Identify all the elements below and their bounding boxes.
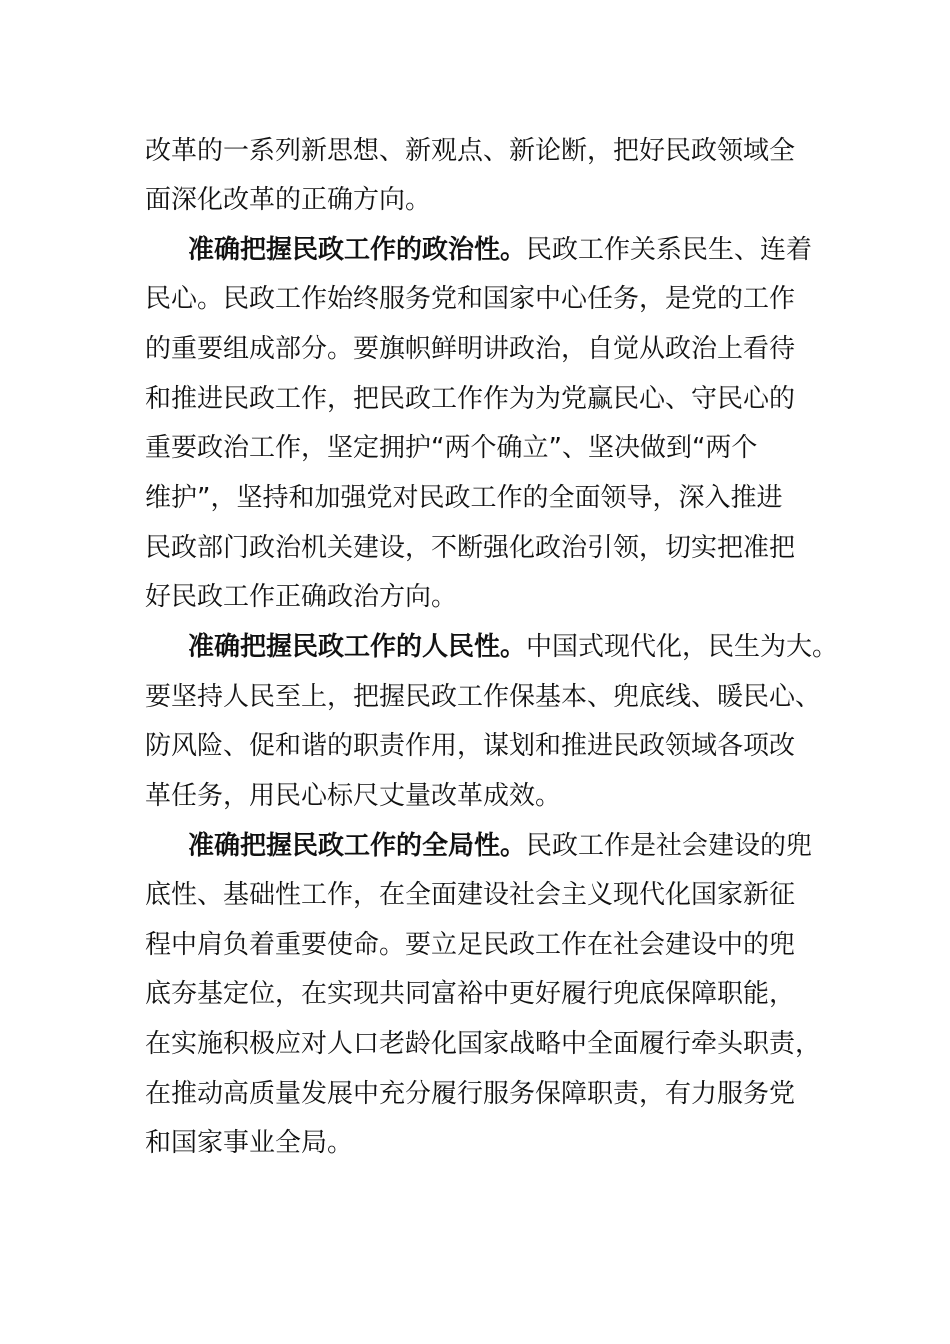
paragraph-politics-first-line (188, 230, 812, 270)
text-line: 改革的一系列新思想、新观点、新论断，把好民政领域全 (145, 136, 796, 166)
text-line: 革任务，用民心标尺丈量改革成效。 (145, 781, 562, 811)
paragraph-overall-first-line (188, 826, 812, 866)
paragraph-text: 民政工作是社会建设的兜 (526, 831, 813, 861)
text-line: 底性、基础性工作，在全面建设社会主义现代化国家新征 (145, 880, 796, 910)
text-line: 好民政工作正确政治方向。 (145, 582, 458, 612)
text-line: 和推进民政工作，把民政工作作为为党赢民心、守民心的 (145, 384, 796, 414)
paragraph-heading: 准确把握民政工作的人民性。 (188, 632, 527, 662)
text-line: 防风险、促和谐的职责作用，谋划和推进民政领域各项改 (145, 731, 796, 761)
text-line: 重要政治工作，坚定拥护“两个确立”、坚决做到“两个 (145, 433, 758, 463)
text-line: 程中肩负着重要使命。要立足民政工作在社会建设中的兜 (145, 930, 796, 960)
text-line: 在实施积极应对人口老龄化国家战略中全面履行牵头职责， (145, 1029, 822, 1059)
text-line: 民政部门政治机关建设，不断强化政治引领，切实把准把 (145, 533, 796, 563)
text-line: 维护”，坚持和加强党对民政工作的全面领导，深入推进 (145, 483, 783, 513)
paragraph-people-first-line (188, 627, 838, 667)
text-line: 在推动高质量发展中充分履行服务保障职责，有力服务党 (145, 1079, 796, 1109)
paragraph-text: 民政工作关系民生、连着 (526, 235, 813, 265)
text-line: 民心。民政工作始终服务党和国家中心任务，是党的工作 (145, 284, 796, 314)
paragraph-heading: 准确把握民政工作的全局性。 (188, 831, 527, 861)
paragraph-text: 中国式现代化，民生为大。 (526, 632, 839, 662)
text-line: 和国家事业全局。 (145, 1128, 354, 1158)
paragraph-heading: 准确把握民政工作的政治性。 (188, 235, 527, 265)
text-line: 要坚持人民至上，把握民政工作保基本、兜底线、暖民心、 (145, 682, 822, 712)
text-line: 面深化改革的正确方向。 (145, 185, 432, 215)
text-line: 的重要组成部分。要旗帜鲜明讲政治，自觉从政治上看待 (145, 334, 796, 364)
text-line: 底夯基定位，在实现共同富裕中更好履行兜底保障职能， (145, 979, 796, 1009)
